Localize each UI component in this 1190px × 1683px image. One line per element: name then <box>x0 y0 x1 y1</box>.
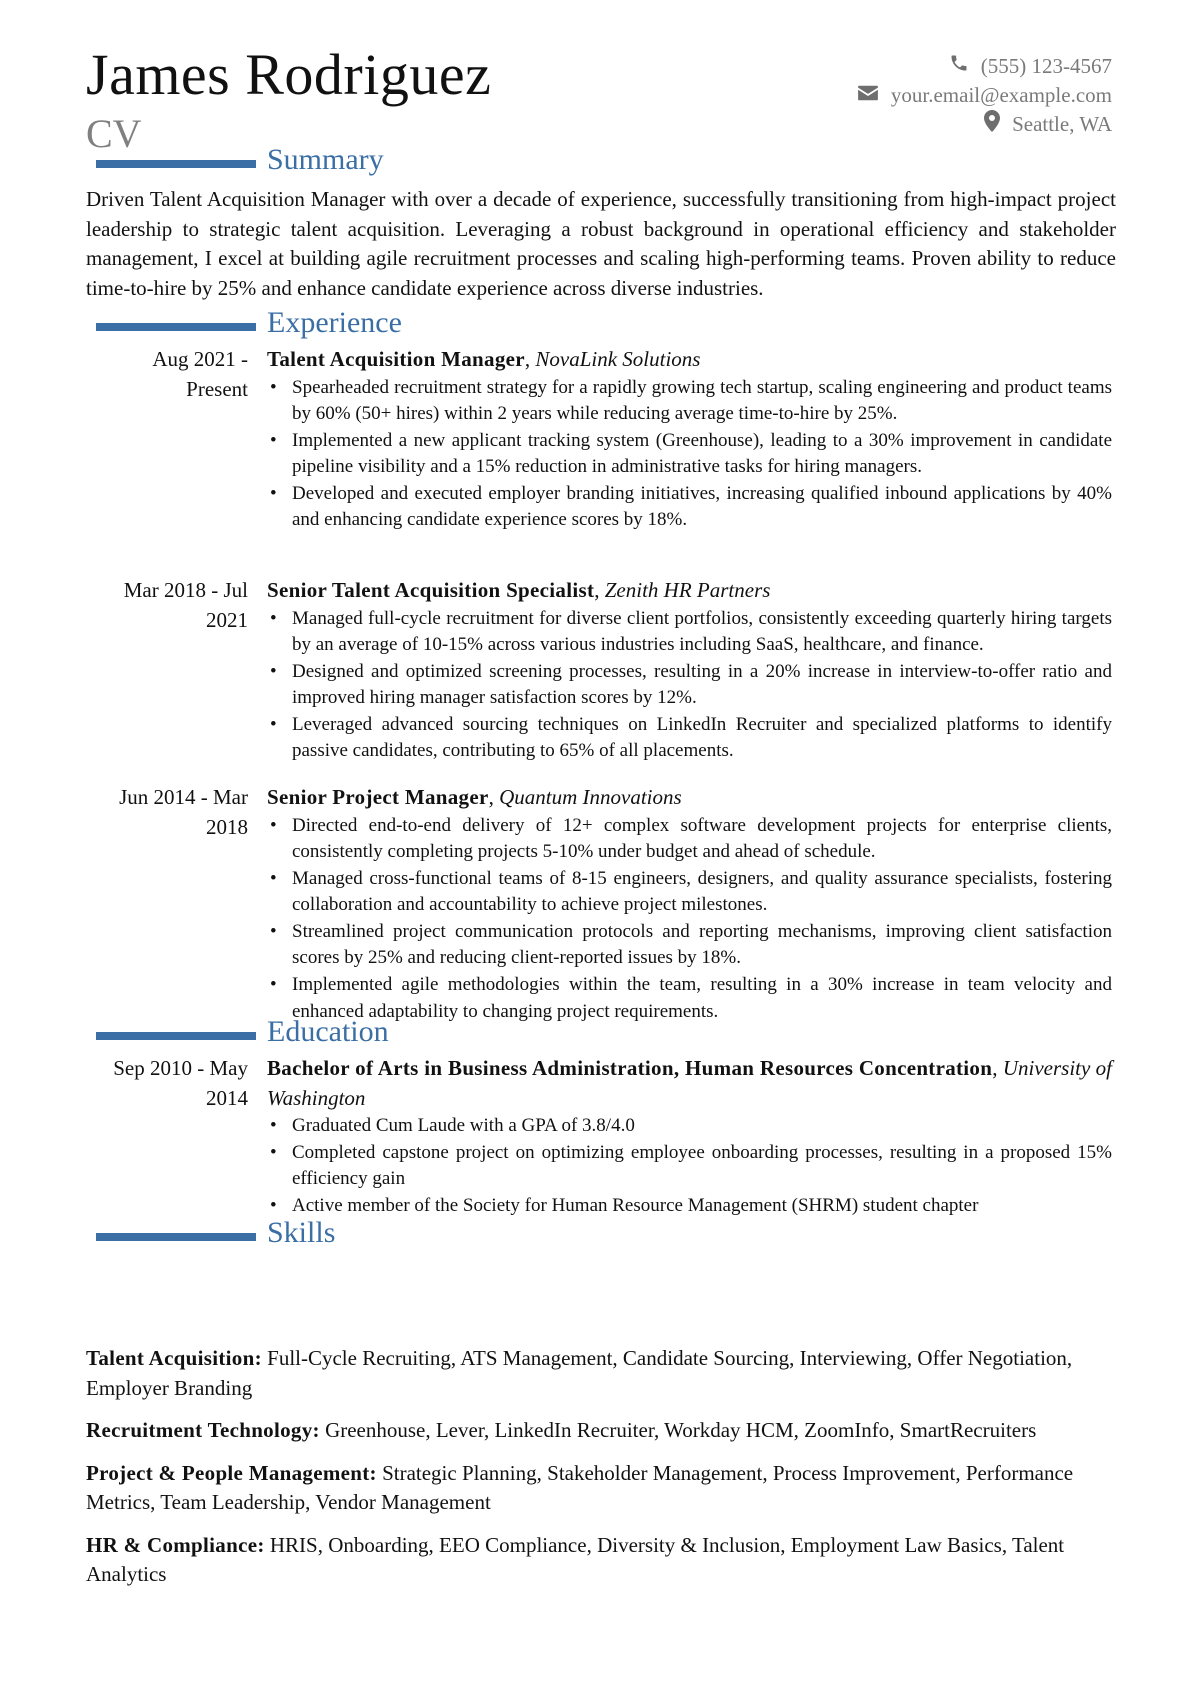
list-item: • Completed capstone project on optimizing employee onboarding processes, resulting in a proposed 15% efficiency gain <box>267 1140 1112 1193</box>
date-end: Present <box>186 376 248 401</box>
skill-group <box>86 1459 1116 1518</box>
skill-group <box>86 1531 1116 1590</box>
job-title: Talent Acquisition Manager <box>267 347 525 371</box>
entry-content <box>267 783 1112 1025</box>
date-end: 2018 <box>206 814 248 839</box>
list-item: • Active member of the Society for Human Resource Management (SHRM) student chapter <box>267 1193 1112 1220</box>
date-start: Mar 2018 - Jul <box>123 578 248 602</box>
organization: Quantum Innovations <box>499 785 682 809</box>
date-end: 2014 <box>206 1085 248 1110</box>
entry-dates <box>86 783 248 842</box>
organization: Zenith HR Partners <box>604 578 771 602</box>
section-accent-bar <box>96 1032 256 1040</box>
section-title: Education <box>267 1015 389 1048</box>
job-heading: Senior Talent Acquisition Specialist, Zenith HR Partners <box>267 578 771 602</box>
list-item: • Managed cross-functional teams of 8-15 engineers, designers, and quality assurance specialists, fostering collaboration and accountability to achieve project milestones. <box>267 866 1112 919</box>
job-heading: Talent Acquisition Manager, NovaLink Solutions <box>267 347 701 371</box>
contact-email <box>857 81 1112 110</box>
list-item: • Spearheaded recruitment strategy for a rapidly growing tech startup, scaling engineering and product teams by 60% (50+ hires) within 2 years while reducing average time-to-hire by 25%. <box>267 375 1112 428</box>
entry-content <box>267 576 1112 765</box>
contact-phone <box>857 52 1112 81</box>
date-start: Sep 2010 - May <box>113 1056 248 1080</box>
job-heading: Senior Project Manager, Quantum Innovations <box>267 785 682 809</box>
skill-category: Talent Acquisition: <box>86 1346 262 1370</box>
location-text: Seattle, WA <box>1012 112 1112 136</box>
entry-dates <box>86 345 248 404</box>
skill-category: HR & Compliance: <box>86 1532 265 1557</box>
contact-location <box>857 110 1112 139</box>
entry-content <box>267 345 1112 534</box>
section-accent-bar <box>96 160 256 168</box>
section-title: Summary <box>267 143 384 176</box>
skill-items: Strategic Planning, Stakeholder Management, Process Improvement, Performance Metrics, Team Leadership, Vendor Management <box>86 1460 1074 1514</box>
entry-dates <box>86 576 248 635</box>
document-subtitle: CV <box>86 111 142 156</box>
person-name: James Rodriguez <box>86 42 492 107</box>
degree-heading: Bachelor of Arts in Business Administration, Human Resources Concentration, University of Washington <box>267 1056 1112 1110</box>
list-item: • Implemented a new applicant tracking system (Greenhouse), leading to a 30% improvement in candidate pipeline visibility and a 15% reduction in administrative tasks for hiring managers. <box>267 428 1112 481</box>
list-item: • Managed full-cycle recruitment for diverse client portfolios, consistently exceeding quarterly hiring targets by an average of 10-15% across various industries including SaaS, healthcare, and finance. <box>267 606 1112 659</box>
skill-category: Recruitment Technology: <box>86 1418 320 1442</box>
list-item: • Designed and optimized screening processes, resulting in a 20% increase in interview-to-offer ratio and improved hiring manager satisfaction scores by 12%. <box>267 659 1112 712</box>
map-pin-icon <box>984 110 1012 140</box>
list-item: • Leveraged advanced sourcing techniques on LinkedIn Recruiter and specialized platforms to identify passive candidates, contributing to 65% of all placements. <box>267 712 1112 765</box>
entry-dates <box>86 1054 248 1113</box>
section-title: Skills <box>267 1216 336 1249</box>
list-item: • Developed and executed employer branding initiatives, increasing qualified inbound applications by 40% and enhancing candidate experience scores by 18%. <box>267 481 1112 534</box>
contact-block <box>857 52 1112 139</box>
skill-items: Full-Cycle Recruiting, ATS Management, Candidate Sourcing, Interviewing, Offer Negotiation, Employer Branding <box>86 1346 1073 1400</box>
date-start: Aug 2021 - <box>152 347 248 371</box>
list-item: • Streamlined project communication protocols and reporting mechanisms, improving client satisfaction scores by 25% and reducing client-reported issues by 18%. <box>267 919 1112 972</box>
institution: University of Washington <box>267 1056 1112 1110</box>
skill-items: Greenhouse, Lever, LinkedIn Recruiter, Workday HCM, ZoomInfo, SmartRecruiters <box>325 1418 1037 1442</box>
list-item: • Implemented agile methodologies within the team, resulting in a 30% increase in team velocity and enhanced adaptability to changing project requirements. <box>267 972 1112 1025</box>
section-accent-bar <box>96 323 256 331</box>
summary-text: Driven Talent Acquisition Manager with over a decade of experience, successfully transitioning from high-impact project leadership to strategic talent acquisition. Leveraging a robust background in operational efficiency and stakeholder management, I excel at building agile recruitment processes and scaling high-performing teams. Proven ability to reduce time-to-hire by 25% and enhance candidate experience across diverse industries. <box>86 187 1116 300</box>
list-item: • Directed end-to-end delivery of 12+ complex software development projects for enterprise clients, consistently completing projects 5-10% under budget and ahead of schedule. <box>267 813 1112 866</box>
phone-icon <box>949 52 981 81</box>
organization: NovaLink Solutions <box>535 347 701 371</box>
envelope-icon <box>857 81 891 110</box>
section-accent-bar <box>96 1233 256 1241</box>
achievement-list <box>267 606 1112 766</box>
education-detail-list <box>267 1113 1112 1219</box>
phone-number[interactable]: (555) 123-4567 <box>980 54 1112 78</box>
skill-group <box>86 1344 1116 1403</box>
skill-category: Project & People Management: <box>86 1460 377 1485</box>
skill-items: HRIS, Onboarding, EEO Compliance, Diversity & Inclusion, Employment Law Basics, Talent Analytics <box>86 1532 1065 1586</box>
email-address[interactable]: your.email@example.com <box>890 83 1112 107</box>
job-title: Senior Talent Acquisition Specialist <box>267 578 595 602</box>
skills-list <box>86 1344 1116 1603</box>
degree-title: Bachelor of Arts in Business Administration, Human Resources Concentration <box>267 1056 993 1080</box>
list-item: • Graduated Cum Laude with a GPA of 3.8/4.0 <box>267 1113 1112 1140</box>
date-start: Jun 2014 - Mar <box>119 785 248 809</box>
section-title: Experience <box>267 306 402 339</box>
date-end: 2021 <box>206 607 248 632</box>
achievement-list <box>267 375 1112 535</box>
skill-group <box>86 1416 1116 1446</box>
entry-content <box>267 1054 1112 1219</box>
achievement-list <box>267 813 1112 1026</box>
job-title: Senior Project Manager <box>267 785 489 809</box>
